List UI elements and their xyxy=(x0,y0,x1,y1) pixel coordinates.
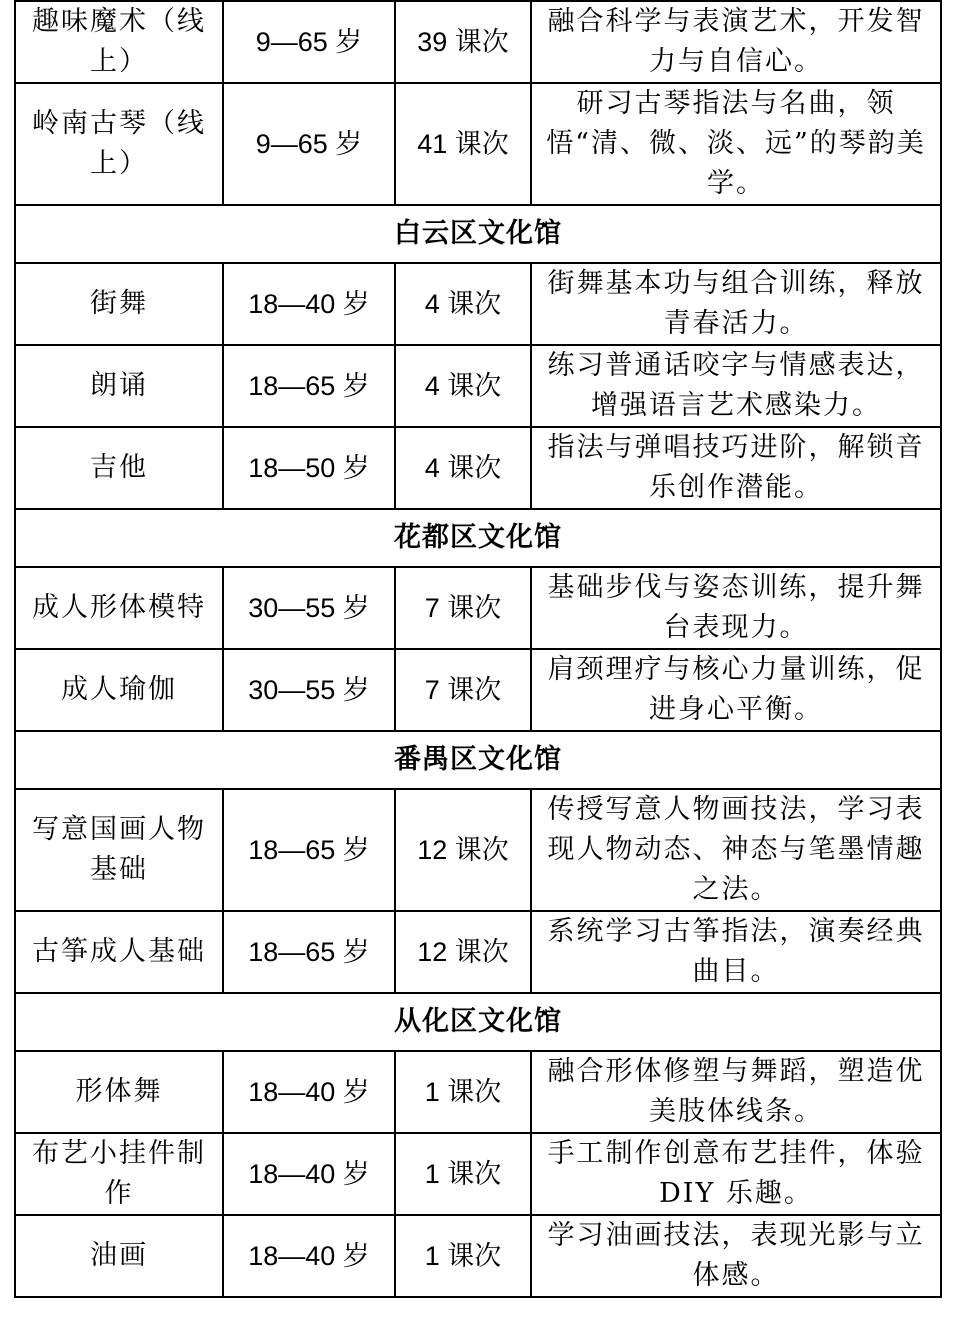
course-description: 练习普通话咬字与情感表达，增强语言艺术感染力。 xyxy=(531,345,941,427)
course-name: 趣味魔术（线上） xyxy=(15,1,223,83)
course-table xyxy=(14,0,942,1298)
course-name: 油画 xyxy=(15,1215,223,1297)
course-description: 手工制作创意布艺挂件，体验 DIY 乐趣。 xyxy=(531,1133,941,1215)
table-row xyxy=(15,567,941,649)
table-row xyxy=(15,345,941,427)
session-count: 7 课次 xyxy=(395,567,531,649)
course-name: 街舞 xyxy=(15,263,223,345)
course-name: 写意国画人物基础 xyxy=(15,789,223,911)
table-row xyxy=(15,1051,941,1133)
session-count: 1 课次 xyxy=(395,1133,531,1215)
age-range: 30—55 岁 xyxy=(223,567,395,649)
age-range: 18—40 岁 xyxy=(223,1133,395,1215)
session-count: 41 课次 xyxy=(395,83,531,205)
age-range: 9—65 岁 xyxy=(223,83,395,205)
course-name: 朗诵 xyxy=(15,345,223,427)
course-name: 布艺小挂件制作 xyxy=(15,1133,223,1215)
venue-header: 花都区文化馆 xyxy=(15,509,941,567)
course-name: 形体舞 xyxy=(15,1051,223,1133)
session-count: 4 课次 xyxy=(395,427,531,509)
session-count: 12 课次 xyxy=(395,789,531,911)
table-row xyxy=(15,1133,941,1215)
session-count: 39 课次 xyxy=(395,1,531,83)
table-row xyxy=(15,263,941,345)
age-range: 18—40 岁 xyxy=(223,1215,395,1297)
table-row xyxy=(15,427,941,509)
age-range: 18—65 岁 xyxy=(223,789,395,911)
age-range: 18—40 岁 xyxy=(223,1051,395,1133)
venue-header-row xyxy=(15,993,941,1051)
course-table-body xyxy=(15,1,941,1297)
course-description: 学习油画技法，表现光影与立体感。 xyxy=(531,1215,941,1297)
session-count: 1 课次 xyxy=(395,1215,531,1297)
age-range: 30—55 岁 xyxy=(223,649,395,731)
course-description: 肩颈理疗与核心力量训练，促进身心平衡。 xyxy=(531,649,941,731)
course-description: 融合形体修塑与舞蹈，塑造优美肢体线条。 xyxy=(531,1051,941,1133)
session-count: 7 课次 xyxy=(395,649,531,731)
course-name: 岭南古琴（线上） xyxy=(15,83,223,205)
venue-header-row xyxy=(15,731,941,789)
course-name: 成人瑜伽 xyxy=(15,649,223,731)
table-row xyxy=(15,1215,941,1297)
session-count: 12 课次 xyxy=(395,911,531,993)
table-row xyxy=(15,649,941,731)
course-name: 成人形体模特 xyxy=(15,567,223,649)
age-range: 18—65 岁 xyxy=(223,911,395,993)
venue-header-row xyxy=(15,205,941,263)
age-range: 18—50 岁 xyxy=(223,427,395,509)
course-description: 街舞基本功与组合训练，释放青春活力。 xyxy=(531,263,941,345)
course-description: 指法与弹唱技巧进阶，解锁音乐创作潜能。 xyxy=(531,427,941,509)
course-description: 基础步伐与姿态训练，提升舞台表现力。 xyxy=(531,567,941,649)
session-count: 1 课次 xyxy=(395,1051,531,1133)
course-name: 古筝成人基础 xyxy=(15,911,223,993)
session-count: 4 课次 xyxy=(395,345,531,427)
session-count: 4 课次 xyxy=(395,263,531,345)
age-range: 9—65 岁 xyxy=(223,1,395,83)
venue-header: 白云区文化馆 xyxy=(15,205,941,263)
table-row xyxy=(15,911,941,993)
venue-header: 番禺区文化馆 xyxy=(15,731,941,789)
table-row xyxy=(15,789,941,911)
course-name: 吉他 xyxy=(15,427,223,509)
age-range: 18—65 岁 xyxy=(223,345,395,427)
table-row xyxy=(15,1,941,83)
venue-header: 从化区文化馆 xyxy=(15,993,941,1051)
age-range: 18—40 岁 xyxy=(223,263,395,345)
course-description: 研习古琴指法与名曲，领悟“清、微、淡、远”的琴韵美学。 xyxy=(531,83,941,205)
table-row xyxy=(15,83,941,205)
course-description: 系统学习古筝指法，演奏经典曲目。 xyxy=(531,911,941,993)
course-description: 传授写意人物画技法，学习表现人物动态、神态与笔墨情趣之法。 xyxy=(531,789,941,911)
venue-header-row xyxy=(15,509,941,567)
course-description: 融合科学与表演艺术，开发智力与自信心。 xyxy=(531,1,941,83)
